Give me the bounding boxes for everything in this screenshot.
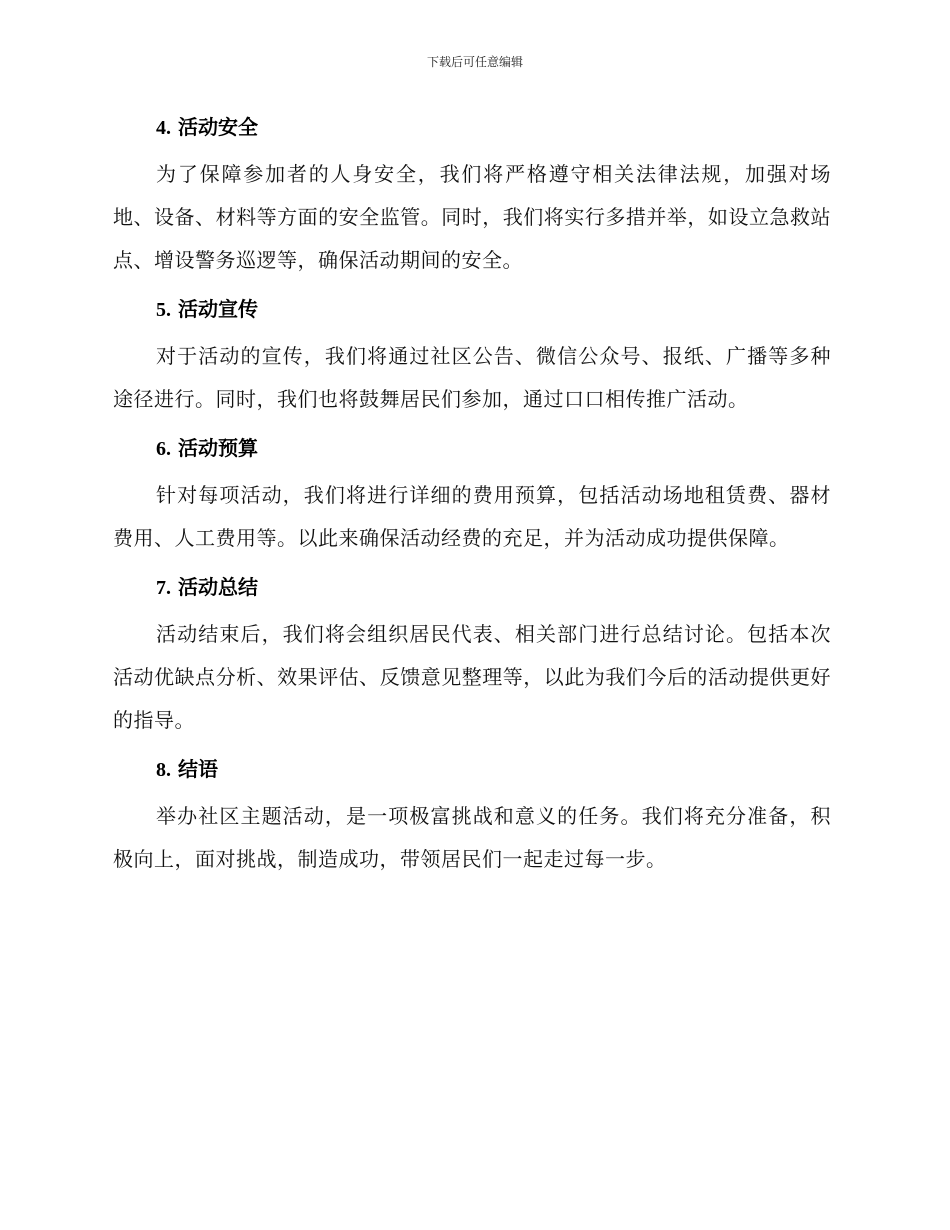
section-heading <box>113 754 831 785</box>
section-title: 结语 <box>177 757 218 781</box>
section-title: 活动宣传 <box>177 297 258 321</box>
page-header: 下载后可任意编辑 <box>426 55 523 69</box>
section-conclusion <box>113 754 831 881</box>
section-paragraph: 为了保障参加者的人身安全，我们将严格遵守相关法律法规，加强对场地、设备、材料等方面的安全监管。同时，我们将实行多措并举，如设立急救站点、增设警务巡逻等，确保活动期间的安全。 <box>113 162 831 272</box>
section-title: 活动预算 <box>177 436 258 460</box>
section-heading <box>113 572 831 603</box>
section-title: 活动总结 <box>177 575 258 599</box>
section-paragraph: 对于活动的宣传，我们将通过社区公告、微信公众号、报纸、广播等多种途径进行。同时，我们也将鼓舞居民们参加，通过口口相传推广活动。 <box>113 344 831 411</box>
section-number: 5. <box>156 299 171 321</box>
section-paragraph: 针对每项活动，我们将进行详细的费用预算，包括活动场地租赁费、器材费用、人工费用等。以此来确保活动经费的充足，并为活动成功提供保障。 <box>113 483 831 550</box>
section-number: 7. <box>156 577 171 599</box>
section-title: 活动安全 <box>177 115 258 139</box>
document-body <box>113 112 831 893</box>
section-paragraph: 活动结束后，我们将会组织居民代表、相关部门进行总结讨论。包括本次活动优缺点分析、效果评估、反馈意见整理等，以此为我们今后的活动提供更好的指导。 <box>113 622 831 732</box>
section-heading <box>113 112 831 143</box>
section-number: 6. <box>156 438 171 460</box>
section-activity-promotion <box>113 294 831 421</box>
section-paragraph: 举办社区主题活动，是一项极富挑战和意义的任务。我们将充分准备，积极向上，面对挑战，制造成功，带领居民们一起走过每一步。 <box>113 804 831 871</box>
section-heading <box>113 294 831 325</box>
section-activity-safety <box>113 112 831 282</box>
section-activity-budget <box>113 433 831 560</box>
section-number: 4. <box>156 117 171 139</box>
section-activity-summary <box>113 572 831 742</box>
section-heading <box>113 433 831 464</box>
section-number: 8. <box>156 759 171 781</box>
